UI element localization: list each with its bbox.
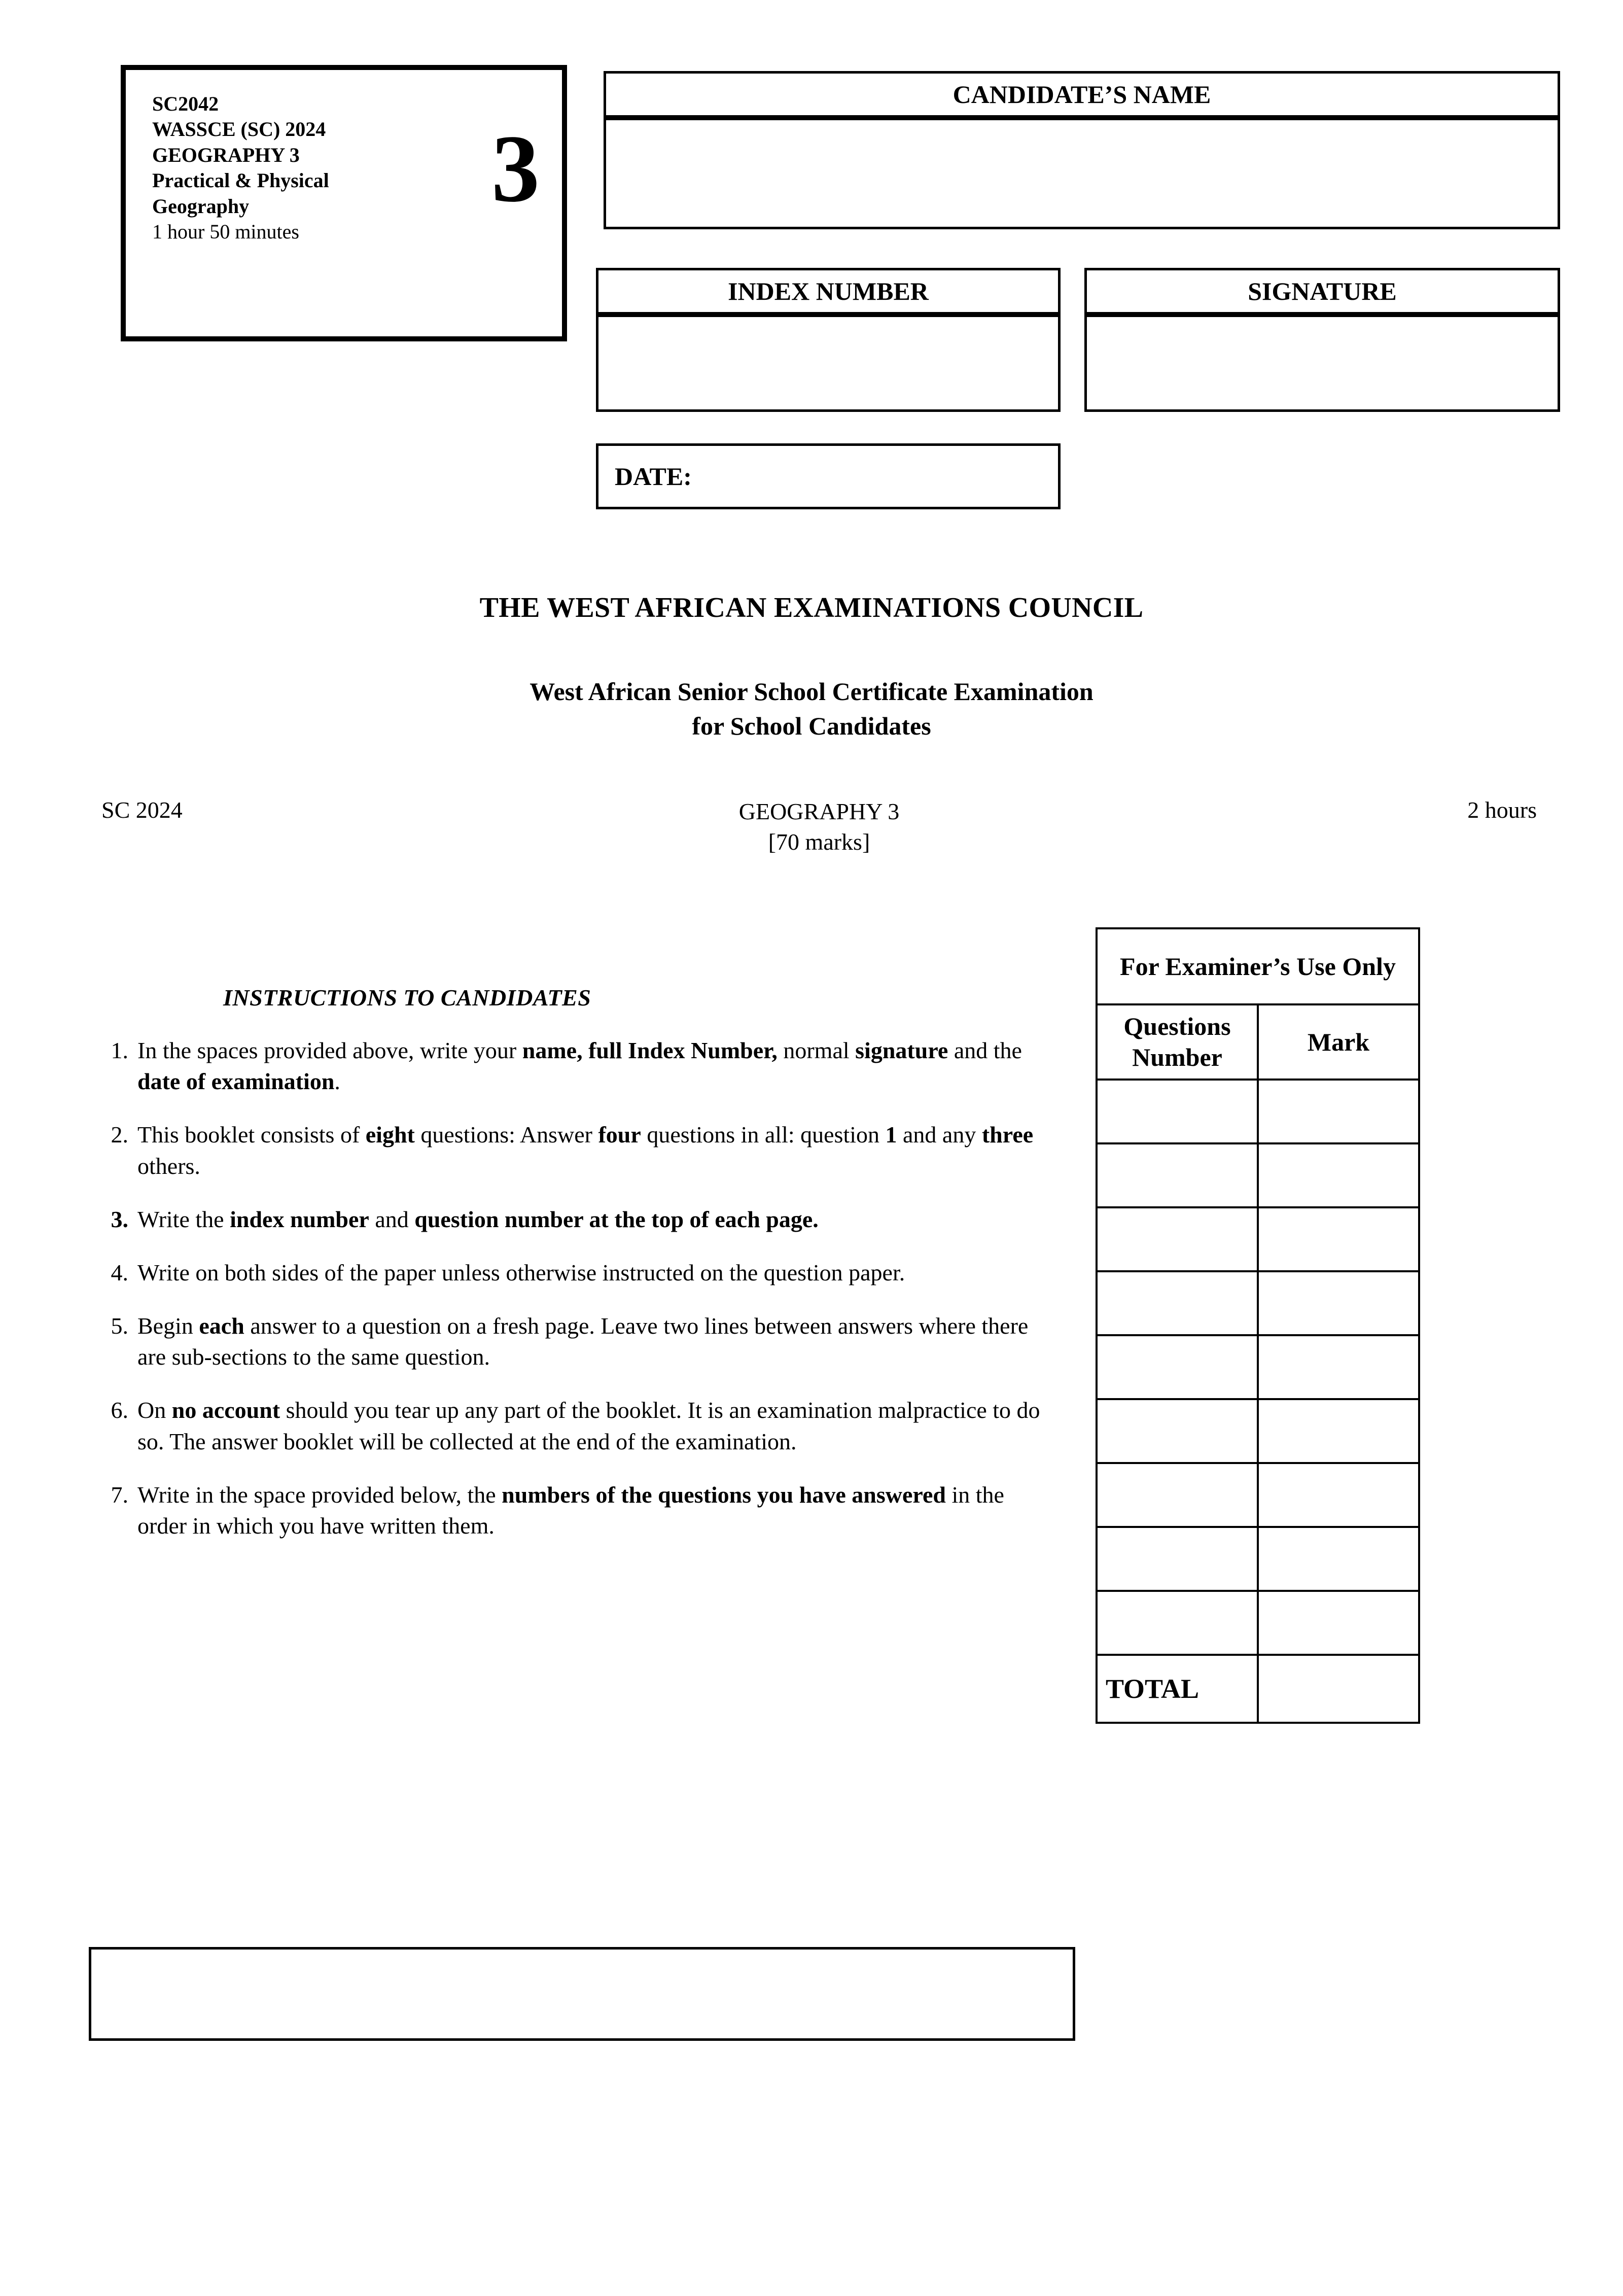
exam-session: SC 2024: [101, 797, 183, 823]
signature-field[interactable]: [1084, 315, 1560, 412]
instruction-text-7: Write in the space provided below, the numbers of the questions you have answered in the order in which you have written them.: [137, 1481, 1004, 1539]
paper-code-lines: [152, 91, 477, 245]
instruction-item-5: [89, 1310, 1057, 1372]
candidate-name-field[interactable]: [604, 118, 1560, 229]
examiner-row-1: [1097, 1080, 1419, 1143]
paper-code-box: [121, 65, 567, 341]
answered-questions-box[interactable]: [89, 1947, 1075, 2041]
examiner-mark-cell[interactable]: [1258, 1080, 1419, 1143]
paper-code-line-4: Practical & Physical: [152, 169, 329, 192]
examiner-question-cell[interactable]: [1097, 1591, 1258, 1655]
exam-title-line-1: West African Senior School Certificate Examination: [530, 677, 1093, 706]
examiner-mark-cell[interactable]: [1258, 1591, 1419, 1655]
examiner-question-cell[interactable]: [1097, 1335, 1258, 1399]
examiner-table-title: For Examiner’s Use Only: [1097, 928, 1419, 1004]
examiner-question-cell[interactable]: [1097, 1527, 1258, 1591]
instruction-number-5: 5.: [111, 1313, 128, 1339]
paper-code-line-2: WASSCE (SC) 2024: [152, 118, 326, 141]
instruction-item-2: [89, 1119, 1057, 1181]
signature-label-box: [1084, 268, 1560, 315]
instruction-number-3: 3.: [111, 1206, 128, 1232]
paper-code-line-3: GEOGRAPHY 3: [152, 143, 300, 166]
instruction-text-1: In the spaces provided above, write your name, full Index Number, normal signature and the date of examination.: [137, 1037, 1022, 1095]
exam-title: [0, 675, 1623, 743]
examiner-row-2: [1097, 1143, 1419, 1207]
examiner-question-cell[interactable]: [1097, 1271, 1258, 1335]
instruction-number-6: 6.: [111, 1397, 128, 1423]
examiner-row-7: [1097, 1463, 1419, 1527]
instruction-number-7: 7.: [111, 1481, 128, 1508]
index-number-field[interactable]: [596, 315, 1061, 412]
examiner-row-4: [1097, 1271, 1419, 1335]
instruction-number-4: 4.: [111, 1259, 128, 1285]
examiner-total-row: [1097, 1655, 1419, 1723]
examiner-table-body: [1097, 928, 1419, 1723]
paper-code-line-5: Geography: [152, 194, 250, 218]
index-number-label: INDEX NUMBER: [728, 277, 929, 305]
examiner-row-9: [1097, 1591, 1419, 1655]
examiner-row-6: [1097, 1399, 1419, 1463]
instruction-text-5: Begin each answer to a question on a fresh page. Leave two lines between answers where there are sub-sections to the same question.: [137, 1313, 1029, 1370]
examiner-question-cell[interactable]: [1097, 1463, 1258, 1527]
exam-subject: GEOGRAPHY 3: [738, 798, 900, 824]
examiner-row-3: [1097, 1207, 1419, 1271]
instruction-item-3: [89, 1204, 1057, 1235]
instructions-title: INSTRUCTIONS TO CANDIDATES: [223, 985, 591, 1011]
exam-title-line-2: for School Candidates: [692, 711, 931, 740]
examiner-mark-cell[interactable]: [1258, 1143, 1419, 1207]
instruction-text-2: This booklet consists of eight questions: Answer four questions in all: question 1 and any three others.: [137, 1122, 1034, 1179]
instruction-number-1: 1.: [111, 1037, 128, 1063]
instruction-number-2: 2.: [111, 1122, 128, 1148]
examiner-total-label: TOTAL: [1097, 1655, 1258, 1723]
examiner-mark-cell[interactable]: [1258, 1399, 1419, 1463]
date-field-box[interactable]: [596, 443, 1061, 509]
examiner-col-mark: Mark: [1258, 1004, 1419, 1080]
exam-duration: 2 hours: [1467, 797, 1537, 823]
examiner-mark-cell[interactable]: [1258, 1335, 1419, 1399]
examiner-mark-cell[interactable]: [1258, 1207, 1419, 1271]
council-title: THE WEST AFRICAN EXAMINATIONS COUNCIL: [479, 592, 1144, 623]
instructions-list: [89, 1035, 1057, 1563]
instruction-item-7: [89, 1479, 1057, 1541]
examiner-question-cell[interactable]: [1097, 1207, 1258, 1271]
examiner-table-column-row: [1097, 1004, 1419, 1080]
instruction-text-6: On no account should you tear up any part of the booklet. It is an examination malpractice to do so. The answer booklet will be collected at the end of the examination.: [137, 1397, 1040, 1454]
instruction-item-4: [89, 1257, 1057, 1288]
examiner-mark-cell[interactable]: [1258, 1527, 1419, 1591]
examiner-use-table: [1096, 927, 1420, 1724]
examiner-question-cell[interactable]: [1097, 1143, 1258, 1207]
candidate-name-label: CANDIDATE’S NAME: [952, 80, 1211, 109]
examiner-col-questions: Questions Number: [1097, 1004, 1258, 1080]
exam-marks: [70 marks]: [768, 828, 870, 855]
examiner-mark-cell[interactable]: [1258, 1271, 1419, 1335]
exam-meta-center: [101, 796, 1537, 857]
paper-duration: 1 hour 50 minutes: [152, 220, 299, 243]
signature-label: SIGNATURE: [1248, 277, 1397, 305]
examiner-total-value[interactable]: [1258, 1655, 1419, 1723]
instruction-item-6: [89, 1395, 1057, 1456]
examiner-question-cell[interactable]: [1097, 1399, 1258, 1463]
candidate-name-label-box: [604, 71, 1560, 118]
examiner-row-8: [1097, 1527, 1419, 1591]
examiner-mark-cell[interactable]: [1258, 1463, 1419, 1527]
examiner-question-cell[interactable]: [1097, 1080, 1258, 1143]
paper-number: 3: [491, 116, 540, 222]
examiner-row-5: [1097, 1335, 1419, 1399]
paper-code-line-1: SC2042: [152, 92, 219, 115]
index-number-label-box: [596, 268, 1061, 315]
instruction-text-4: Write on both sides of the paper unless otherwise instructed on the question paper.: [137, 1259, 905, 1285]
instruction-item-1: [89, 1035, 1057, 1097]
date-label: DATE:: [615, 462, 692, 491]
instruction-text-3: Write the index number and question number at the top of each page.: [137, 1206, 819, 1232]
examiner-table-header-row: [1097, 928, 1419, 1004]
